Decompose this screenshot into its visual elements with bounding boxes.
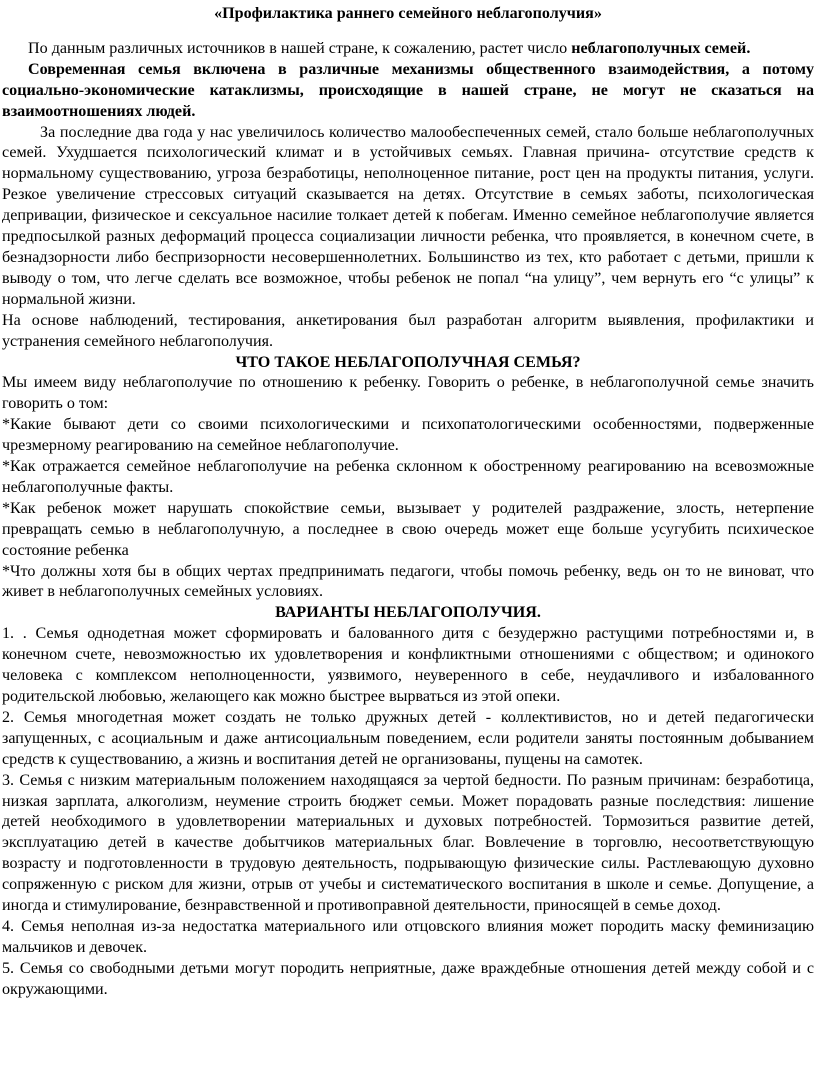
intro-paragraph-2: Современная семья включена в различные механизмы общественного взаимодействия, а потому социально-экономические катаклизмы, происходящие в нашей стране, не могут не сказаться на взаимоотношениях людей. — [2, 60, 814, 120]
intro-paragraph-1 — [2, 39, 814, 60]
section-2-heading: ВАРИАНТЫ НЕБЛАГОПОЛУЧИЯ. — [275, 604, 541, 622]
intro-paragraph-1-bold: неблагополучных семей — [571, 39, 747, 57]
intro-paragraph-4: На основе наблюдений, тестирования, анкетирования был разработан алгоритм выявления, профилактики и устранения семейного неблагополучия. — [2, 311, 814, 350]
section-1-item: *Как отражается семейное неблагополучие на ребенка склонном к обостренному реагированию на всевозможные неблагополучные факты. — [2, 458, 814, 496]
intro-paragraph-3: За последние два года у нас увеличилось количество малообеспеченных семей, стало больше неблагополучных семей. Ухудшается психологический климат и в устойчивых семьях. Главная причина- отсутствие средств к нормальному существованию, угроза безработицы, неполноценное питание, рост цен на продукты питания, услуги. Резкое увеличение стрессовых ситуаций сказывается на детях. Отсутствие в семьях заботы, психологическая депривации, физическое и сексуальное насилие толкает детей к побегам. Именно семейное неблагополучие является предпосылкой разных деформаций процесса социализации личности ребенка, что проявляется, в конечном счете, в безнадзорности либо беспризорности несовершеннолетних. Большинство из тех, кто работает с детьми, пришли к выводу о том, что легче сделать все возможное, чтобы ребенок не попал “на улицу”, чем вернуть его “с улицы” к нормальной жизни. — [2, 123, 814, 308]
section-2-item: 1. . Семья однодетная может сформировать и балованного дитя с безудержно растущими потребностями и, в конечном счете, невозможностью их удовлетворения и конфликтными отношениями с обществом; и одинокого человека с комплексом неполноценности, уязвимого, неуверенного в себе, неудачливого и избалованного родительской любовью, желающего как можно быстрее вырваться из этой опеки. — [2, 625, 814, 705]
section-2-item: 2. Семья многодетная может создать не только дружных детей - коллективистов, но и детей педагогически запущенных, с асоциальным и даже антисоциальным поведением, если родители заняты постоянным добыванием средств к существованию, а жизнь и воспитания детей не организованы, пущены на самотек. — [2, 708, 814, 768]
section-2-item: 4. Семья неполная из-за недостатка материального или отцовского влияния может породить маску феминизацию мальчиков и девочек. — [2, 917, 814, 956]
section-2-item: 5. Семья со свободными детьми могут породить неприятные, даже враждебные отношения детей между собой и с окружающими. — [2, 959, 814, 998]
intro-paragraph-1-text: По данным различных источников в нашей стране, к сожалению, растет число — [28, 39, 572, 57]
section-1-item: *Какие бывают дети со своими психологическими и психопатологическими особенностями, подверженные чрезмерному реагированию на семейное неблагополучие. — [2, 416, 814, 455]
section-1-item: *Как ребенок может нарушать спокойствие семьи, вызывает у родителей раздражение, злость, нетерпение превращать семью в неблагополучную, а последнее в свою очередь может еще больше усугубить психическое состояние ребенка — [2, 499, 814, 559]
document-title: «Профилактика раннего семейного неблагополучия» — [214, 5, 602, 22]
section-1-heading: ЧТО ТАКОЕ НЕБЛАГОПОЛУЧНАЯ СЕМЬЯ? — [235, 353, 581, 371]
intro-paragraph-1-end: . — [746, 39, 751, 57]
section-1-lead: Мы имеем виду неблагополучие по отношению к ребенку. Говорить о ребенке, в неблагополучной семье значить говорить о том: — [2, 374, 814, 413]
section-1-item: *Что должны хотя бы в общих чертах предпринимать педагоги, чтобы помочь ребенку, ведь он то не виноват, что живет в неблагополучных семейных условиях. — [2, 562, 814, 601]
section-2-item: 3. Семья с низким материальным положением находящаяся за чертой бедности. По разным причинам: безработица, низкая зарплата, алкоголизм, неумение строить бюджет семьи. Может порадовать разные последствия: лишение детей необходимого в удовлетворении материальных и духовых потребностей. Тормозиться развитие детей, эксплуатацию детей в качестве добытчиков материальных благ. Вовлечение в торговлю, несоответствующую возрасту и подготовленности в трудовую деятельность, подрывающую физические силы. Растлевающую духовно сопряженную с риском для жизни, отрыв от учебы и систематического воспитания в школе и семье. Допущение, а иногда и стимулирование, безнравственной и противоправной деятельности, приносящей в семье доход. — [2, 771, 814, 915]
